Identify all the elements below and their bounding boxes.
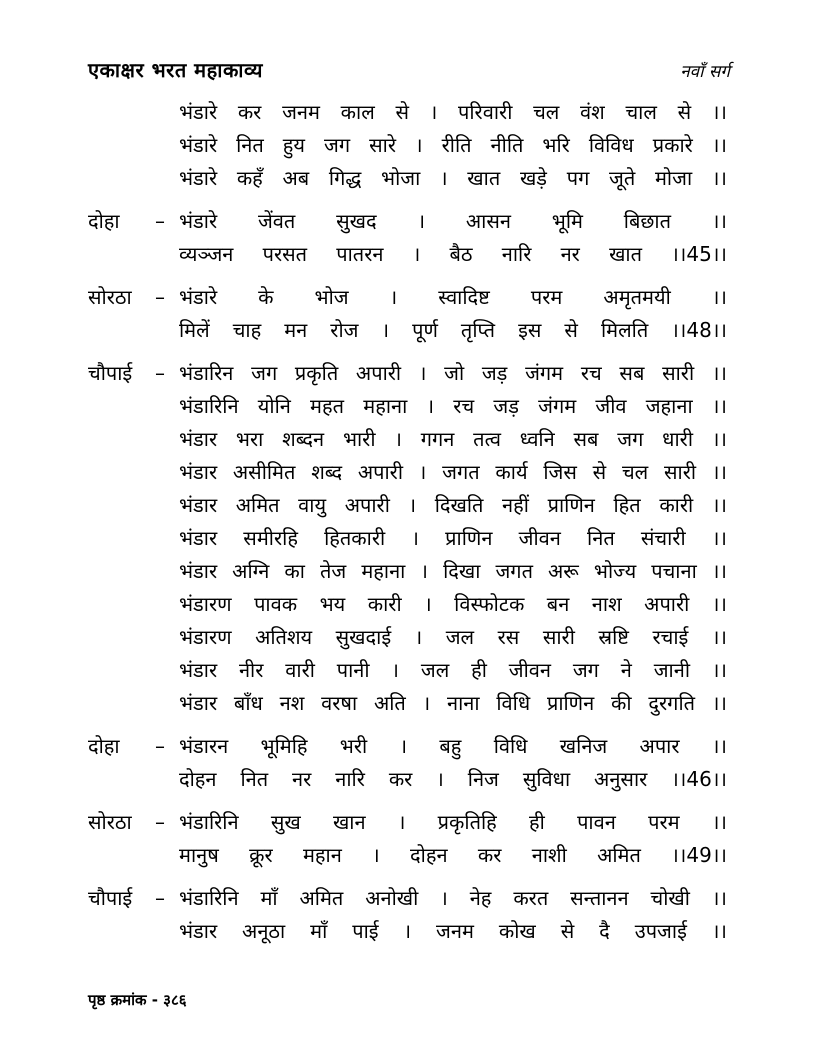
section-dash: – xyxy=(155,734,165,758)
section-label: सोरठा xyxy=(88,285,132,309)
verse-line: भंडारिनि सुख खान । प्रकृतिहि ही पावन परम ।। xyxy=(179,810,727,834)
section-dash: – xyxy=(155,886,165,910)
section-label: चौपाई xyxy=(88,886,133,910)
verse-line: भंडारे कर जनम काल से । परिवारी चल वंश चाल से ।। xyxy=(179,100,727,124)
page-number: पृष्ठ क्रमांक - ३८६ xyxy=(88,991,187,1009)
verse-line: भंडारे नित हुय जग सारे । रीति नीति भरि विविध प्रकारे ।। xyxy=(179,133,727,157)
verse-line: भंडारे जेंवत सुखद । आसन भूमि बिछात ।। xyxy=(179,209,727,233)
section-dash xyxy=(155,96,179,195)
page-header xyxy=(88,56,730,83)
verse-line: भंडार बाँध नश वरषा अति । नाना विधि प्राणिन की दुरगति ।। xyxy=(179,691,727,715)
verse-line: भंडारे कहँ अब गिद्ध भोजा । खात खड़े पग जूते मोजा ।। xyxy=(179,166,727,190)
section-label xyxy=(88,96,155,195)
section-dash: – xyxy=(155,209,165,233)
section-dash: – xyxy=(155,285,165,309)
section-label: चौपाई xyxy=(88,361,133,385)
verse-line: भंडार अग्नि का तेज महाना । दिखा जगत अरू भोज्य पचाना ।। xyxy=(179,559,727,583)
verse-content xyxy=(88,96,727,958)
verse-line: भंडारिनि योनि महत महाना । रच जड़ जंगम जीव जहाना ।। xyxy=(179,394,727,418)
verse-line: भंडार समीरहि हितकारी । प्राणिन जीवन नित संचारी ।। xyxy=(179,526,727,550)
verse-line: भंडारण पावक भय कारी । विस्फोटक बन नाश अपारी ।। xyxy=(179,592,727,616)
verse-line: भंडारन भूमिहि भरी । बहु विधि खनिज अपार ।। xyxy=(179,734,727,758)
section-dash: – xyxy=(155,361,165,385)
verse-line: भंडार अमित वायु अपारी । दिखति नहीं प्राणिन हित कारी ।। xyxy=(179,493,727,517)
verse-line: भंडारिनि माँ अमित अनोखी । नेह करत सन्तानन चोखी ।। xyxy=(179,886,727,910)
verse-section-doha-45 xyxy=(88,205,727,271)
verse-line: भंडारण अतिशय सुखदाई । जल रस सारी स्रष्टि रचाई ।। xyxy=(179,625,727,649)
verse-section-chaupai-2 xyxy=(88,882,727,948)
verse-section-soratha-48 xyxy=(88,281,727,347)
verse-line: भंडार असीमित शब्द अपारी । जगत कार्य जिस से चल सारी ।। xyxy=(179,460,727,484)
verse-line: भंडार भरा शब्दन भारी । गगन तत्व ध्वनि सब जग धारी ।। xyxy=(179,427,727,451)
section-dash: – xyxy=(155,810,165,834)
verse-section-doha-46 xyxy=(88,730,727,796)
verse-line: भंडार अनूठा माँ पाई । जनम कोख से दै उपजाई ।। xyxy=(179,919,727,943)
verse-section-continuation xyxy=(88,96,727,195)
verse-line: व्यञ्जन परसत पातरन । बैठ नारि नर खात ।।45।। xyxy=(179,242,727,266)
section-label: सोरठा xyxy=(88,810,132,834)
section-label: दोहा xyxy=(88,209,120,233)
verse-line: मिलें चाह मन रोज । पूर्ण तृप्ति इस से मिलति ।।48।। xyxy=(179,318,727,342)
verse-section-soratha-49 xyxy=(88,806,727,872)
section-label: दोहा xyxy=(88,734,120,758)
verse-line: दोहन नित नर नारि कर । निज सुविधा अनुसार ।।46।। xyxy=(179,767,727,791)
verse-line: मानुष क्रूर महान । दोहन कर नाशी अमित ।।49।। xyxy=(179,843,727,867)
verse-line: भंडारे के भोज । स्वादिष्ट परम अमृतमयी ।। xyxy=(179,285,727,309)
verse-line: भंडारिन जग प्रकृति अपारी । जो जड़ जंगम रच सब सारी ।। xyxy=(179,361,727,385)
verse-line: भंडार नीर वारी पानी । जल ही जीवन जग ने जानी ।। xyxy=(179,658,727,682)
book-title: एकाक्षर भरत महाकाव्य xyxy=(88,58,263,82)
verse-section-chaupai-1 xyxy=(88,357,727,720)
chapter-name: नवाँ सर्ग xyxy=(680,62,730,82)
